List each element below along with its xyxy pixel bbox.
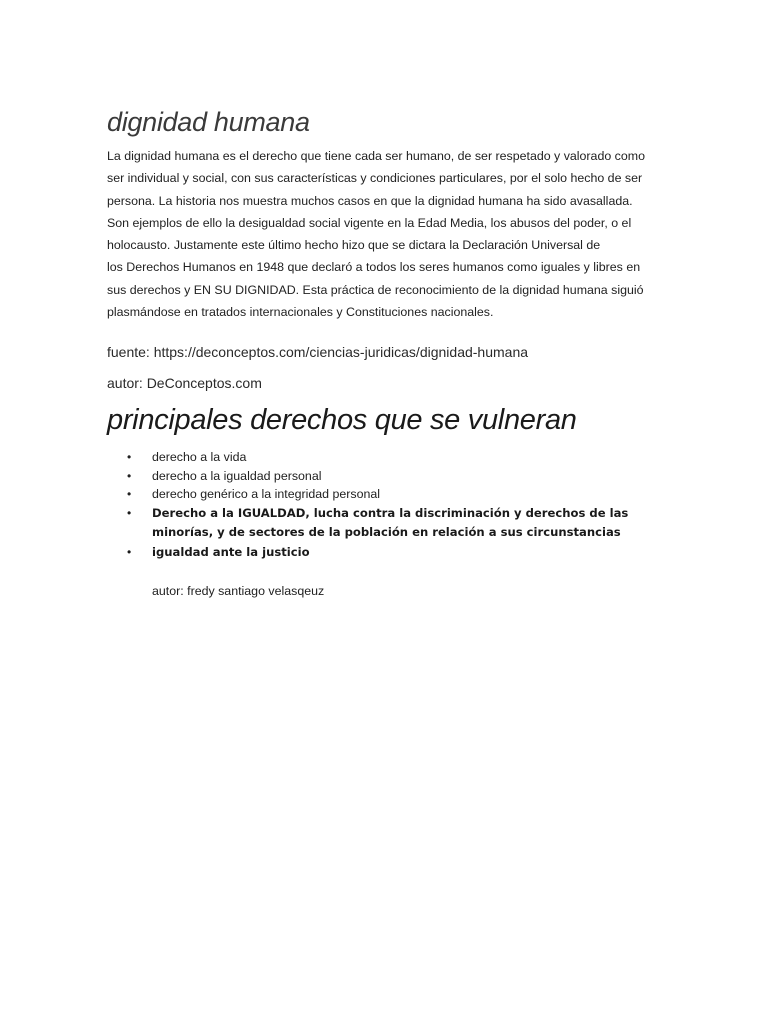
paragraph-line: plasmándose en tratados internacionales y Constituciones nacionales. <box>107 305 494 320</box>
list-item-text: Derecho a la IGUALDAD, lucha contra la discriminación y derechos de las minorías, y de sectores de la población en relación a sus circunstancias <box>152 505 629 540</box>
paragraph-line: Son ejemplos de ello la desigualdad social vigente en la Edad Media, los abusos del poder, o el <box>107 215 632 230</box>
list-item-text: derecho a la vida <box>152 450 247 465</box>
paragraph-line: holocausto. Justamente este último hecho hizo que se dictara la Declaración Universal de <box>107 238 601 253</box>
author-line: autor: DeConceptos.com <box>107 375 262 392</box>
document-page <box>107 105 667 600</box>
paragraph-line: los Derechos Humanos en 1948 que declaró a todos los seres humanos como iguales y libres en <box>107 260 641 275</box>
section-title-dignidad: dignidad humana <box>107 107 310 137</box>
bullet-icon: • <box>127 487 132 502</box>
paragraph-line: sus derechos y EN SU DIGNIDAD. Esta práctica de reconocimiento de la dignidad humana siguió <box>107 282 644 297</box>
list-item <box>107 504 667 543</box>
bullet-icon: • <box>127 505 132 520</box>
section-title-derechos: principales derechos que se vulneran <box>107 404 577 437</box>
paragraph-line: persona. La historia nos muestra muchos casos en que la dignidad humana ha sido avasallada. <box>107 193 633 208</box>
list-item-text: igualdad ante la justicio <box>152 544 310 559</box>
dignity-paragraph <box>107 145 662 323</box>
source-line: fuente: https://deconceptos.com/ciencias-juridicas/dignidad-humana <box>107 344 529 361</box>
bullet-icon: • <box>127 468 132 483</box>
paragraph-line: La dignidad humana es el derecho que tiene cada ser humano, de ser respetado y valorado como <box>107 149 645 163</box>
list-item <box>107 448 667 467</box>
bullet-icon: • <box>127 450 132 465</box>
list-author-line: autor: fredy santiago velasqeuz <box>152 584 325 599</box>
list-item <box>107 543 667 563</box>
rights-list <box>107 448 667 562</box>
list-item <box>107 485 667 504</box>
bullet-icon: • <box>127 544 132 559</box>
paragraph-line: ser individual y social, con sus características y condiciones particulares, por el solo hecho de ser <box>107 171 643 186</box>
list-item <box>107 467 667 486</box>
list-item-text: derecho genérico a la integridad personal <box>152 487 381 502</box>
list-item-text: derecho a la igualdad personal <box>152 468 322 483</box>
